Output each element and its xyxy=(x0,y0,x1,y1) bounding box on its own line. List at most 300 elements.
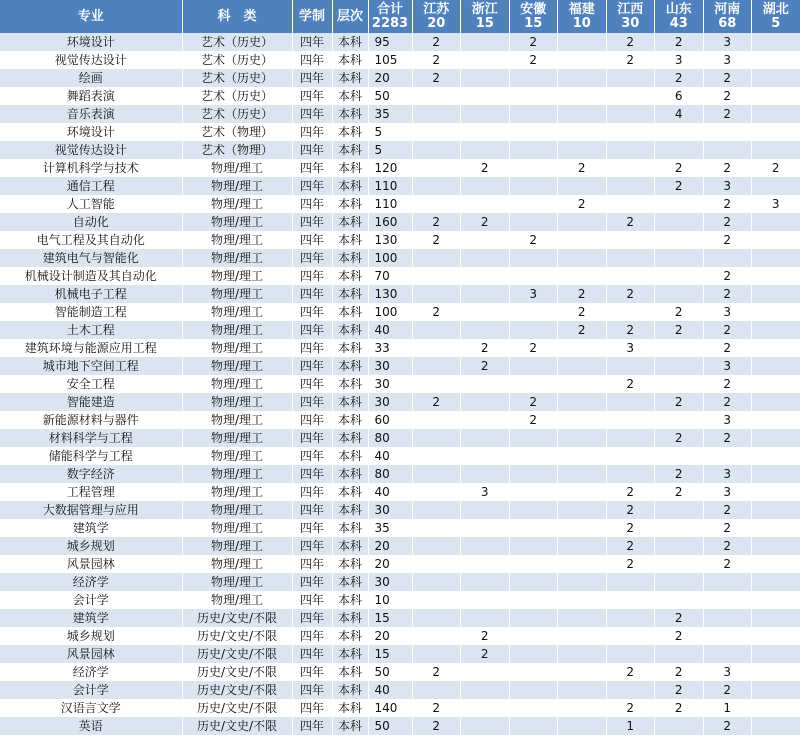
jiangsu-cell xyxy=(412,573,461,591)
anhui-cell xyxy=(509,213,558,231)
jiangxi-cell xyxy=(606,573,655,591)
henan-cell: 2 xyxy=(703,717,752,735)
shandong-cell xyxy=(655,555,704,573)
henan-cell: 2 xyxy=(703,339,752,357)
anhui-cell xyxy=(509,663,558,681)
total-cell: 40 xyxy=(368,321,412,339)
anhui-cell: 2 xyxy=(509,339,558,357)
zhejiang-cell xyxy=(461,663,510,681)
jiangxi-cell: 2 xyxy=(606,375,655,393)
hubei-cell xyxy=(752,357,800,375)
fujian-cell xyxy=(558,699,607,717)
province-quota: 15 xyxy=(524,15,543,31)
anhui-cell xyxy=(509,465,558,483)
level-cell: 本科 xyxy=(332,213,368,231)
hubei-cell xyxy=(752,573,800,591)
table-row xyxy=(0,483,800,501)
hubei-cell xyxy=(752,177,800,195)
anhui-cell: 2 xyxy=(509,393,558,411)
jiangsu-cell xyxy=(412,375,461,393)
table-row xyxy=(0,465,800,483)
henan-cell: 3 xyxy=(703,483,752,501)
total-cell: 120 xyxy=(368,159,412,177)
province-name: 湖北 xyxy=(762,1,789,17)
hubei-cell xyxy=(752,51,800,69)
major-cell: 土木工程 xyxy=(0,321,182,339)
jiangsu-cell: 2 xyxy=(412,717,461,735)
province-quota: 5 xyxy=(771,15,781,31)
system-cell: 四年 xyxy=(292,537,332,555)
anhui-cell xyxy=(509,555,558,573)
anhui-cell xyxy=(509,645,558,663)
total-cell: 15 xyxy=(368,645,412,663)
table-row xyxy=(0,123,800,141)
jiangsu-cell xyxy=(412,555,461,573)
henan-cell: 2 xyxy=(703,429,752,447)
hubei-cell xyxy=(752,141,800,159)
total-cell: 95 xyxy=(368,33,412,51)
anhui-cell xyxy=(509,69,558,87)
jiangxi-cell: 3 xyxy=(606,339,655,357)
table-row xyxy=(0,141,800,159)
table-row xyxy=(0,501,800,519)
jiangsu-cell xyxy=(412,429,461,447)
anhui-cell xyxy=(509,249,558,267)
hubei-cell xyxy=(752,321,800,339)
system-cell: 四年 xyxy=(292,159,332,177)
zhejiang-cell xyxy=(461,591,510,609)
jiangsu-cell xyxy=(412,609,461,627)
hubei-cell xyxy=(752,303,800,321)
shandong-cell xyxy=(655,123,704,141)
fujian-cell xyxy=(558,681,607,699)
major-cell: 数字经济 xyxy=(0,465,182,483)
jiangsu-cell: 2 xyxy=(412,663,461,681)
category-cell: 历史/文史/不限 xyxy=(182,699,292,717)
jiangsu-cell xyxy=(412,285,461,303)
jiangxi-cell xyxy=(606,591,655,609)
system-cell: 四年 xyxy=(292,213,332,231)
table-row xyxy=(0,411,800,429)
fujian-cell xyxy=(558,645,607,663)
system-cell: 四年 xyxy=(292,105,332,123)
fujian-cell xyxy=(558,33,607,51)
major-cell: 建筑电气与智能化 xyxy=(0,249,182,267)
level-cell: 本科 xyxy=(332,87,368,105)
jiangsu-cell xyxy=(412,195,461,213)
jiangsu-cell: 2 xyxy=(412,699,461,717)
category-cell: 物理/理工 xyxy=(182,429,292,447)
jiangxi-cell: 2 xyxy=(606,501,655,519)
table-row xyxy=(0,249,800,267)
shandong-cell: 2 xyxy=(655,627,704,645)
shandong-cell xyxy=(655,141,704,159)
system-cell: 四年 xyxy=(292,177,332,195)
table-row xyxy=(0,699,800,717)
henan-cell: 2 xyxy=(703,393,752,411)
header-total xyxy=(368,0,412,33)
jiangsu-cell xyxy=(412,645,461,663)
hubei-cell xyxy=(752,87,800,105)
level-cell: 本科 xyxy=(332,177,368,195)
category-cell: 物理/理工 xyxy=(182,231,292,249)
zhejiang-cell xyxy=(461,267,510,285)
jiangxi-cell xyxy=(606,357,655,375)
level-cell: 本科 xyxy=(332,375,368,393)
henan-cell xyxy=(703,141,752,159)
shandong-cell xyxy=(655,231,704,249)
table-row xyxy=(0,33,800,51)
system-cell: 四年 xyxy=(292,591,332,609)
table-row xyxy=(0,681,800,699)
hubei-cell xyxy=(752,123,800,141)
hubei-cell xyxy=(752,447,800,465)
henan-cell: 3 xyxy=(703,663,752,681)
shandong-cell: 2 xyxy=(655,321,704,339)
hubei-cell xyxy=(752,537,800,555)
fujian-cell xyxy=(558,267,607,285)
henan-cell: 2 xyxy=(703,501,752,519)
level-cell: 本科 xyxy=(332,393,368,411)
category-cell: 物理/理工 xyxy=(182,447,292,465)
anhui-cell xyxy=(509,447,558,465)
province-name: 福建 xyxy=(568,1,595,17)
table-row xyxy=(0,627,800,645)
major-cell: 城乡规划 xyxy=(0,627,182,645)
henan-cell: 2 xyxy=(703,159,752,177)
system-cell: 四年 xyxy=(292,231,332,249)
zhejiang-cell xyxy=(461,519,510,537)
henan-cell: 2 xyxy=(703,285,752,303)
anhui-cell xyxy=(509,501,558,519)
major-cell: 经济学 xyxy=(0,663,182,681)
henan-cell: 2 xyxy=(703,537,752,555)
jiangsu-cell: 2 xyxy=(412,231,461,249)
total-cell: 60 xyxy=(368,411,412,429)
henan-cell: 3 xyxy=(703,411,752,429)
level-cell: 本科 xyxy=(332,591,368,609)
level-cell: 本科 xyxy=(332,339,368,357)
total-cell: 30 xyxy=(368,357,412,375)
level-cell: 本科 xyxy=(332,195,368,213)
henan-cell xyxy=(703,645,752,663)
anhui-cell xyxy=(509,591,558,609)
fujian-cell xyxy=(558,609,607,627)
hubei-cell xyxy=(752,285,800,303)
table-row xyxy=(0,339,800,357)
fujian-cell xyxy=(558,87,607,105)
jiangsu-cell: 2 xyxy=(412,33,461,51)
province-quota: 15 xyxy=(475,15,494,31)
fujian-cell xyxy=(558,105,607,123)
category-cell: 艺术（历史） xyxy=(182,69,292,87)
category-cell: 物理/理工 xyxy=(182,573,292,591)
system-cell: 四年 xyxy=(292,285,332,303)
system-cell: 四年 xyxy=(292,717,332,735)
hubei-cell xyxy=(752,717,800,735)
province-quota: 20 xyxy=(427,15,446,31)
total-cell: 140 xyxy=(368,699,412,717)
level-cell: 本科 xyxy=(332,663,368,681)
major-cell: 机械设计制造及其自动化 xyxy=(0,267,182,285)
fujian-cell xyxy=(558,663,607,681)
fujian-cell xyxy=(558,69,607,87)
zhejiang-cell xyxy=(461,393,510,411)
zhejiang-cell xyxy=(461,429,510,447)
header-total-value: 2283 xyxy=(371,15,409,31)
level-cell: 本科 xyxy=(332,645,368,663)
zhejiang-cell xyxy=(461,465,510,483)
henan-cell: 2 xyxy=(703,69,752,87)
table-row xyxy=(0,609,800,627)
jiangxi-cell xyxy=(606,195,655,213)
table-row xyxy=(0,663,800,681)
fujian-cell xyxy=(558,519,607,537)
zhejiang-cell xyxy=(461,555,510,573)
shandong-cell: 4 xyxy=(655,105,704,123)
shandong-cell xyxy=(655,591,704,609)
system-cell: 四年 xyxy=(292,483,332,501)
anhui-cell xyxy=(509,177,558,195)
jiangxi-cell xyxy=(606,177,655,195)
major-cell: 舞蹈表演 xyxy=(0,87,182,105)
shandong-cell xyxy=(655,195,704,213)
table-row xyxy=(0,267,800,285)
total-cell: 5 xyxy=(368,141,412,159)
province-quota: 10 xyxy=(572,15,591,31)
level-cell: 本科 xyxy=(332,519,368,537)
shandong-cell xyxy=(655,717,704,735)
level-cell: 本科 xyxy=(332,411,368,429)
level-cell: 本科 xyxy=(332,699,368,717)
shandong-cell: 2 xyxy=(655,33,704,51)
province-quota: 43 xyxy=(669,15,688,31)
henan-cell xyxy=(703,627,752,645)
jiangxi-cell: 2 xyxy=(606,519,655,537)
shandong-cell xyxy=(655,645,704,663)
table-row xyxy=(0,69,800,87)
fujian-cell xyxy=(558,429,607,447)
zhejiang-cell: 2 xyxy=(461,645,510,663)
major-cell: 经济学 xyxy=(0,573,182,591)
henan-cell: 3 xyxy=(703,303,752,321)
category-cell: 历史/文史/不限 xyxy=(182,627,292,645)
fujian-cell xyxy=(558,555,607,573)
level-cell: 本科 xyxy=(332,681,368,699)
henan-cell: 3 xyxy=(703,33,752,51)
total-cell: 5 xyxy=(368,123,412,141)
hubei-cell xyxy=(752,663,800,681)
zhejiang-cell xyxy=(461,33,510,51)
table-row xyxy=(0,321,800,339)
header-province-fujian xyxy=(558,0,607,33)
jiangsu-cell xyxy=(412,177,461,195)
system-cell: 四年 xyxy=(292,87,332,105)
anhui-cell xyxy=(509,105,558,123)
shandong-cell xyxy=(655,339,704,357)
table-row xyxy=(0,555,800,573)
jiangxi-cell: 2 xyxy=(606,555,655,573)
header-province-anhui xyxy=(509,0,558,33)
province-name: 江苏 xyxy=(423,1,450,17)
table-row xyxy=(0,573,800,591)
fujian-cell: 2 xyxy=(558,195,607,213)
table-row xyxy=(0,303,800,321)
zhejiang-cell xyxy=(461,303,510,321)
level-cell: 本科 xyxy=(332,555,368,573)
henan-cell: 2 xyxy=(703,195,752,213)
total-cell: 50 xyxy=(368,717,412,735)
total-cell: 40 xyxy=(368,447,412,465)
anhui-cell xyxy=(509,303,558,321)
henan-cell: 3 xyxy=(703,465,752,483)
major-cell: 智能建造 xyxy=(0,393,182,411)
header-province-henan xyxy=(703,0,752,33)
anhui-cell xyxy=(509,699,558,717)
zhejiang-cell xyxy=(461,537,510,555)
jiangxi-cell: 2 xyxy=(606,33,655,51)
fujian-cell: 2 xyxy=(558,285,607,303)
jiangxi-cell xyxy=(606,429,655,447)
level-cell: 本科 xyxy=(332,159,368,177)
level-cell: 本科 xyxy=(332,285,368,303)
shandong-cell: 2 xyxy=(655,483,704,501)
fujian-cell: 2 xyxy=(558,303,607,321)
fujian-cell xyxy=(558,123,607,141)
anhui-cell xyxy=(509,267,558,285)
hubei-cell xyxy=(752,231,800,249)
level-cell: 本科 xyxy=(332,501,368,519)
table-row xyxy=(0,177,800,195)
fujian-cell xyxy=(558,357,607,375)
anhui-cell xyxy=(509,429,558,447)
system-cell: 四年 xyxy=(292,699,332,717)
category-cell: 物理/理工 xyxy=(182,285,292,303)
level-cell: 本科 xyxy=(332,141,368,159)
table-row xyxy=(0,195,800,213)
table-row xyxy=(0,591,800,609)
jiangxi-cell xyxy=(606,303,655,321)
fujian-cell xyxy=(558,537,607,555)
header-province-zhejiang xyxy=(461,0,510,33)
shandong-cell: 2 xyxy=(655,393,704,411)
level-cell: 本科 xyxy=(332,249,368,267)
major-cell: 大数据管理与应用 xyxy=(0,501,182,519)
category-cell: 艺术（历史） xyxy=(182,51,292,69)
fujian-cell xyxy=(558,627,607,645)
table-row xyxy=(0,159,800,177)
zhejiang-cell xyxy=(461,375,510,393)
major-cell: 通信工程 xyxy=(0,177,182,195)
level-cell: 本科 xyxy=(332,231,368,249)
jiangxi-cell xyxy=(606,447,655,465)
system-cell: 四年 xyxy=(292,411,332,429)
hubei-cell xyxy=(752,375,800,393)
header-level: 层次 xyxy=(332,0,368,33)
hubei-cell: 2 xyxy=(752,159,800,177)
category-cell: 物理/理工 xyxy=(182,555,292,573)
fujian-cell xyxy=(558,465,607,483)
total-cell: 35 xyxy=(368,105,412,123)
anhui-cell xyxy=(509,195,558,213)
zhejiang-cell xyxy=(461,501,510,519)
anhui-cell: 2 xyxy=(509,33,558,51)
total-cell: 40 xyxy=(368,483,412,501)
zhejiang-cell xyxy=(461,69,510,87)
fujian-cell xyxy=(558,483,607,501)
hubei-cell xyxy=(752,699,800,717)
shandong-cell xyxy=(655,447,704,465)
major-cell: 建筑环境与能源应用工程 xyxy=(0,339,182,357)
table-body xyxy=(0,33,800,735)
hubei-cell xyxy=(752,591,800,609)
shandong-cell: 2 xyxy=(655,465,704,483)
total-cell: 30 xyxy=(368,573,412,591)
major-cell: 风景园林 xyxy=(0,645,182,663)
henan-cell: 2 xyxy=(703,213,752,231)
zhejiang-cell xyxy=(461,195,510,213)
system-cell: 四年 xyxy=(292,69,332,87)
header-province-hubei xyxy=(752,0,800,33)
system-cell: 四年 xyxy=(292,573,332,591)
hubei-cell xyxy=(752,609,800,627)
category-cell: 物理/理工 xyxy=(182,465,292,483)
system-cell: 四年 xyxy=(292,33,332,51)
category-cell: 历史/文史/不限 xyxy=(182,717,292,735)
system-cell: 四年 xyxy=(292,339,332,357)
major-cell: 工程管理 xyxy=(0,483,182,501)
henan-cell: 2 xyxy=(703,267,752,285)
jiangxi-cell: 1 xyxy=(606,717,655,735)
system-cell: 四年 xyxy=(292,123,332,141)
zhejiang-cell: 2 xyxy=(461,627,510,645)
jiangsu-cell xyxy=(412,537,461,555)
province-quota: 30 xyxy=(621,15,640,31)
zhejiang-cell xyxy=(461,123,510,141)
level-cell: 本科 xyxy=(332,303,368,321)
system-cell: 四年 xyxy=(292,303,332,321)
total-cell: 105 xyxy=(368,51,412,69)
henan-cell: 3 xyxy=(703,357,752,375)
category-cell: 物理/理工 xyxy=(182,411,292,429)
jiangxi-cell xyxy=(606,141,655,159)
total-cell: 33 xyxy=(368,339,412,357)
header-province-jiangxi xyxy=(606,0,655,33)
hubei-cell xyxy=(752,393,800,411)
table-row xyxy=(0,213,800,231)
total-cell: 50 xyxy=(368,663,412,681)
fujian-cell: 2 xyxy=(558,321,607,339)
major-cell: 环境设计 xyxy=(0,123,182,141)
zhejiang-cell: 2 xyxy=(461,213,510,231)
fujian-cell xyxy=(558,51,607,69)
shandong-cell: 6 xyxy=(655,87,704,105)
henan-cell: 2 xyxy=(703,231,752,249)
jiangxi-cell xyxy=(606,231,655,249)
category-cell: 物理/理工 xyxy=(182,159,292,177)
major-cell: 音乐表演 xyxy=(0,105,182,123)
hubei-cell xyxy=(752,627,800,645)
table-row xyxy=(0,447,800,465)
zhejiang-cell xyxy=(461,681,510,699)
system-cell: 四年 xyxy=(292,195,332,213)
level-cell: 本科 xyxy=(332,357,368,375)
shandong-cell: 2 xyxy=(655,663,704,681)
shandong-cell: 2 xyxy=(655,177,704,195)
category-cell: 物理/理工 xyxy=(182,303,292,321)
henan-cell xyxy=(703,249,752,267)
zhejiang-cell xyxy=(461,321,510,339)
